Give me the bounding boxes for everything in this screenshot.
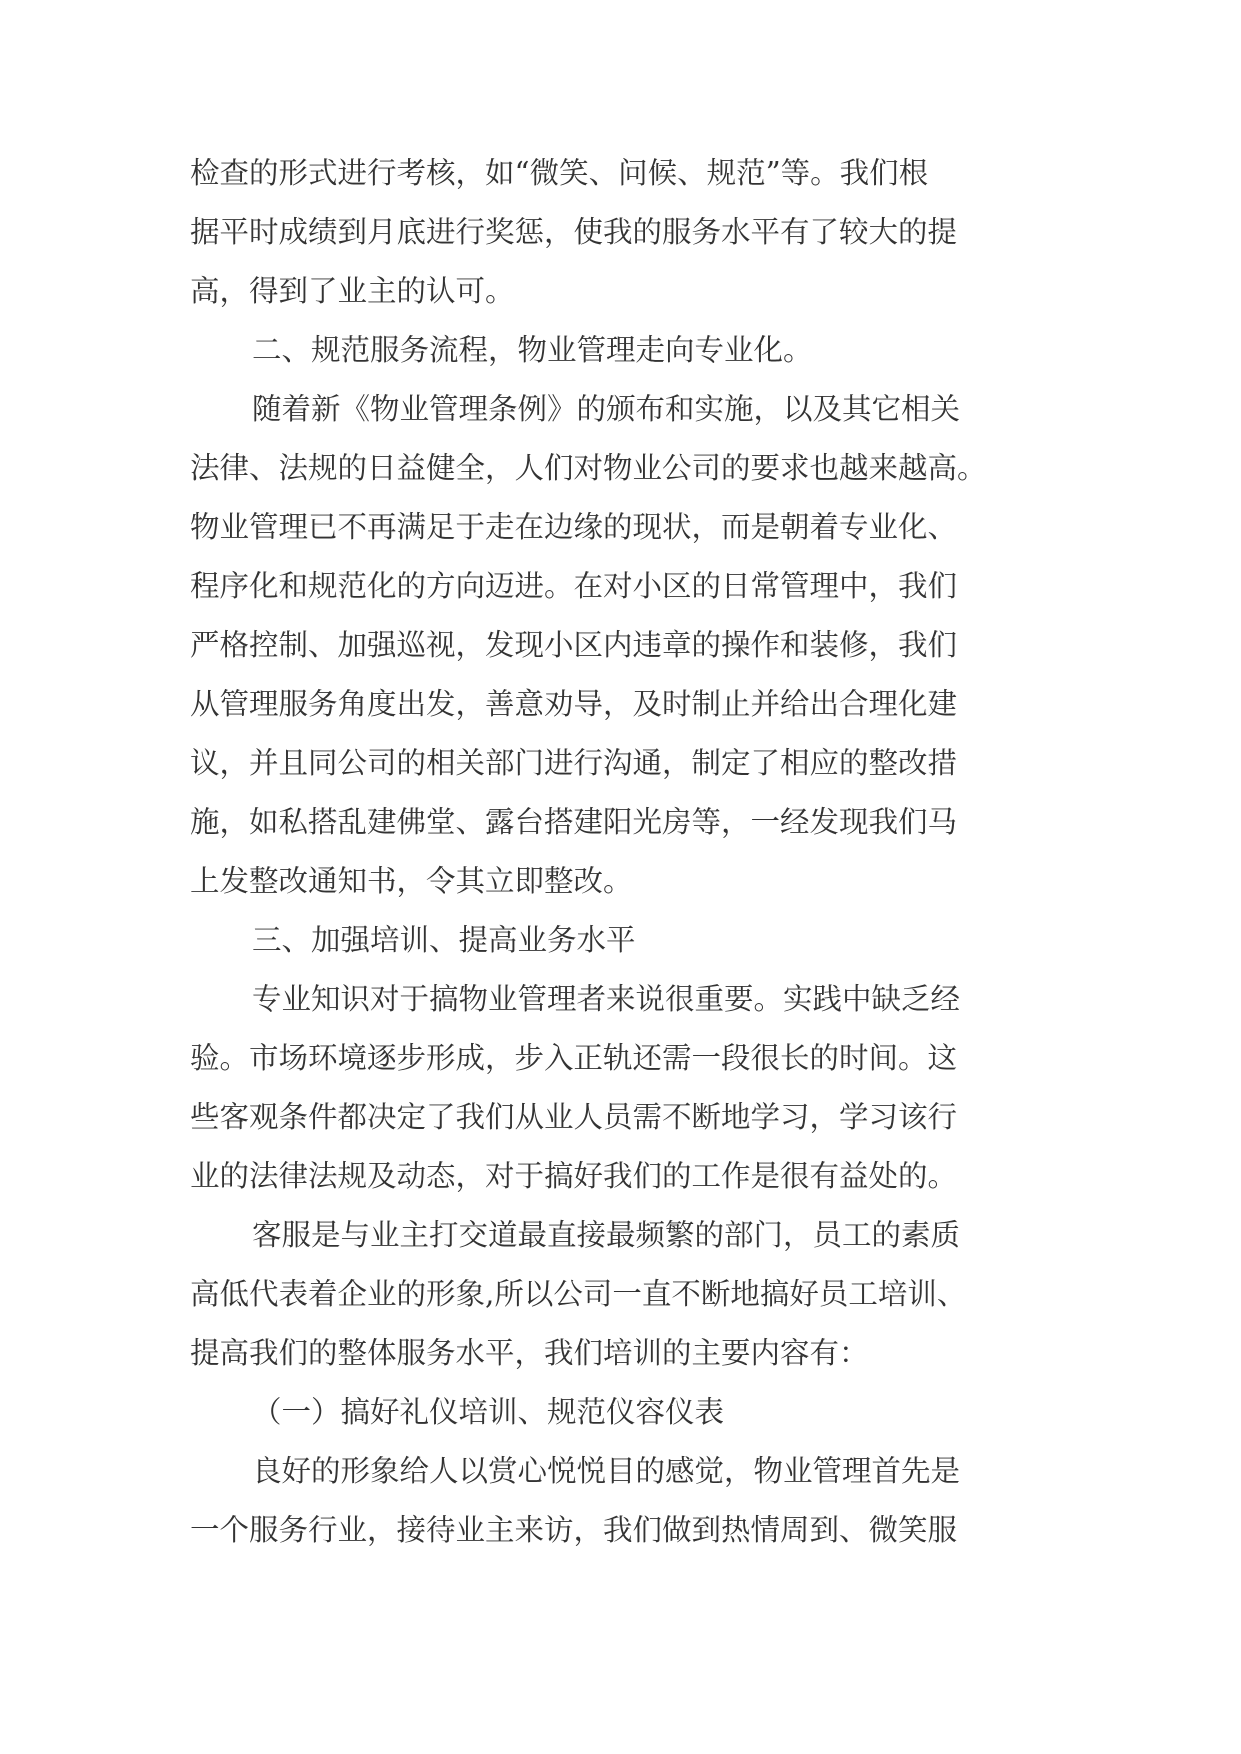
paragraph-line: 法律、法规的日益健全，人们对物业公司的要求也越来越高。 (190, 451, 987, 485)
section-heading: 三、加强培训、提高业务水平 (252, 923, 636, 957)
subsection-heading: （一）搞好礼仪培训、规范仪容仪表 (252, 1395, 725, 1429)
paragraph-line: 专业知识对于搞物业管理者来说很重要。实践中缺乏经 (252, 982, 961, 1016)
paragraph-line: 施，如私搭乱建佛堂、露台搭建阳光房等，一经发现我们马 (190, 805, 958, 839)
paragraph-line: 业的法律法规及动态，对于搞好我们的工作是很有益处的。 (190, 1159, 958, 1193)
paragraph-line: 一个服务行业，接待业主来访，我们做到热情周到、微笑服 (190, 1513, 958, 1547)
paragraph-line: 程序化和规范化的方向迈进。在对小区的日常管理中，我们 (190, 569, 958, 603)
paragraph-line: 高低代表着企业的形象,所以公司一直不断地搞好员工培训、 (190, 1277, 967, 1311)
paragraph-line: 物业管理已不再满足于走在边缘的现状，而是朝着专业化、 (190, 510, 958, 544)
paragraph-line: 从管理服务角度出发，善意劝导，及时制止并给出合理化建 (190, 687, 958, 721)
paragraph-line: 验。市场环境逐步形成，步入正轨还需一段很长的时间。这 (190, 1041, 958, 1075)
paragraph-line: 些客观条件都决定了我们从业人员需不断地学习，学习该行 (190, 1100, 958, 1134)
section-heading: 二、规范服务流程，物业管理走向专业化。 (252, 333, 813, 367)
paragraph-line: 提高我们的整体服务水平，我们培训的主要内容有： (190, 1336, 869, 1370)
paragraph-line: 高，得到了业主的认可。 (190, 274, 515, 308)
paragraph-line: 严格控制、加强巡视，发现小区内违章的操作和装修，我们 (190, 628, 958, 662)
paragraph-line: 随着新《物业管理条例》的颁布和实施，以及其它相关 (252, 392, 961, 426)
paragraph-line: 检查的形式进行考核，如“微笑、问候、规范”等。我们根 (190, 156, 929, 190)
paragraph-line: 客服是与业主打交道最直接最频繁的部门，员工的素质 (252, 1218, 961, 1252)
paragraph-line: 良好的形象给人以赏心悦悦目的感觉，物业管理首先是 (252, 1454, 961, 1488)
paragraph-line: 据平时成绩到月底进行奖惩，使我的服务水平有了较大的提 (190, 215, 958, 249)
paragraph-line: 上发整改通知书，令其立即整改。 (190, 864, 633, 898)
paragraph-line: 议，并且同公司的相关部门进行沟通，制定了相应的整改措 (190, 746, 958, 780)
